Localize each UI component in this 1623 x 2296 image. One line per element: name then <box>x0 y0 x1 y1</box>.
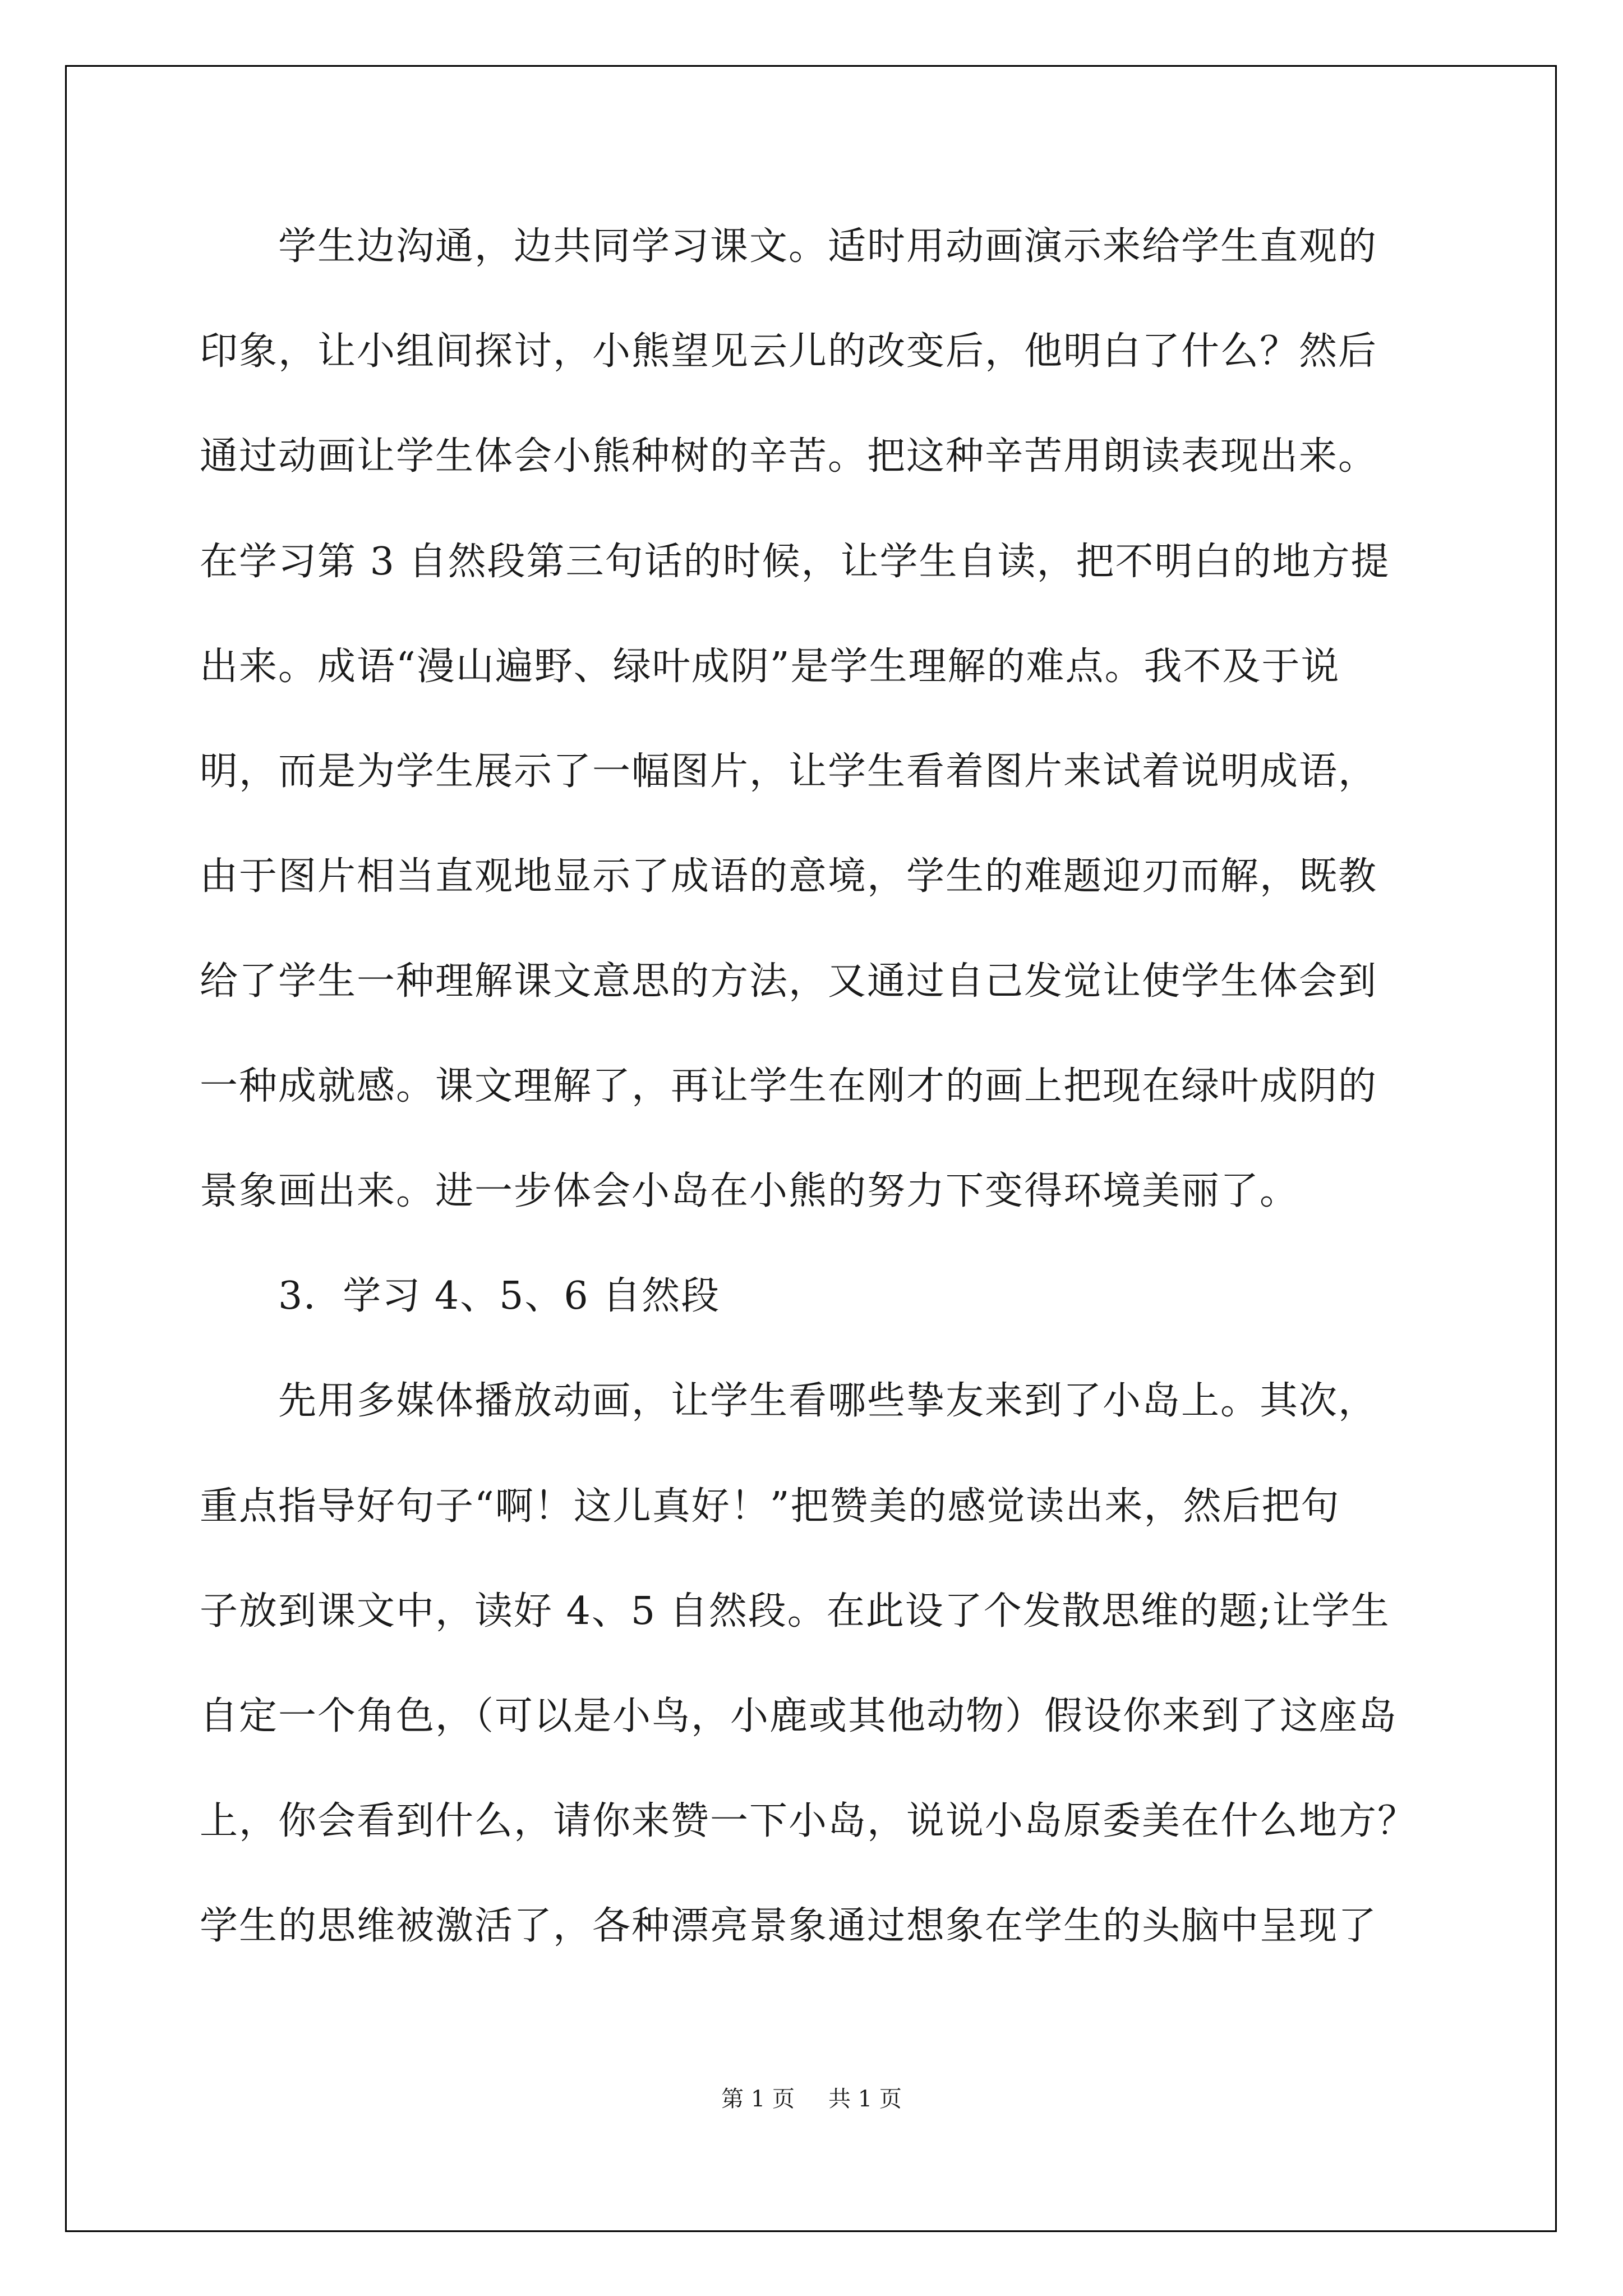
paragraph-line: 明，而是为学生展示了一幅图片，让学生看着图片来试着说明成语， <box>200 749 1378 794</box>
section-heading: 3．学习 4、5、6 自然段 <box>278 1274 721 1318</box>
paragraph-line: 出来。成语“漫山遍野、绿叶成阴”是学生理解的难点。我不及于说 <box>200 645 1340 689</box>
paragraph-line: 印象，让小组间探讨，小熊望见云儿的改变后，他明白了什么？然后 <box>200 329 1378 374</box>
paragraph-line: 上，你会看到什么，请你来赞一下小岛，说说小岛原委美在什么地方？ <box>200 1799 1417 1843</box>
paragraph-line: 学生的思维被激活了，各种漂亮景象通过想象在学生的头脑中呈现了 <box>200 1904 1378 1948</box>
paragraph-line: 重点指导好句子“啊！这儿真好！”把赞美的感觉读出来，然后把句 <box>200 1484 1340 1529</box>
paragraph-line: 给了学生一种理解课文意思的方法，又通过自己发觉让使学生体会到 <box>200 959 1378 1004</box>
paragraph-line: 自定一个角色，（可以是小鸟，小鹿或其他动物）假设你来到了这座岛 <box>200 1694 1398 1738</box>
paragraph-line: 先用多媒体播放动画，让学生看哪些挚友来到了小岛上。其次， <box>278 1379 1378 1423</box>
paragraph-line: 学生边沟通，边共同学习课文。适时用动画演示来给学生直观的 <box>278 224 1378 269</box>
paragraph-line: 通过动画让学生体会小熊种树的辛苦。把这种辛苦用朗读表现出来。 <box>200 434 1378 478</box>
paragraph-line: 一种成就感。课文理解了，再让学生在刚才的画上把现在绿叶成阴的 <box>200 1064 1378 1108</box>
page-total: 共 1 页 <box>828 2086 902 2112</box>
paragraph-line: 景象画出来。进一步体会小岛在小熊的努力下变得环境美丽了。 <box>200 1169 1299 1213</box>
paragraph-line: 由于图片相当直观地显示了成语的意境，学生的难题迎刃而解，既教 <box>200 854 1378 899</box>
paragraph-line: 在学习第 3 自然段第三句话的时候，让学生自读，把不明白的地方提 <box>200 540 1390 584</box>
page-footer <box>0 2082 1623 2116</box>
paragraph-line: 子放到课文中，读好 4、5 自然段。在此设了个发散思维的题;让学生 <box>200 1589 1390 1634</box>
page-number: 第 1 页 <box>721 2086 795 2112</box>
